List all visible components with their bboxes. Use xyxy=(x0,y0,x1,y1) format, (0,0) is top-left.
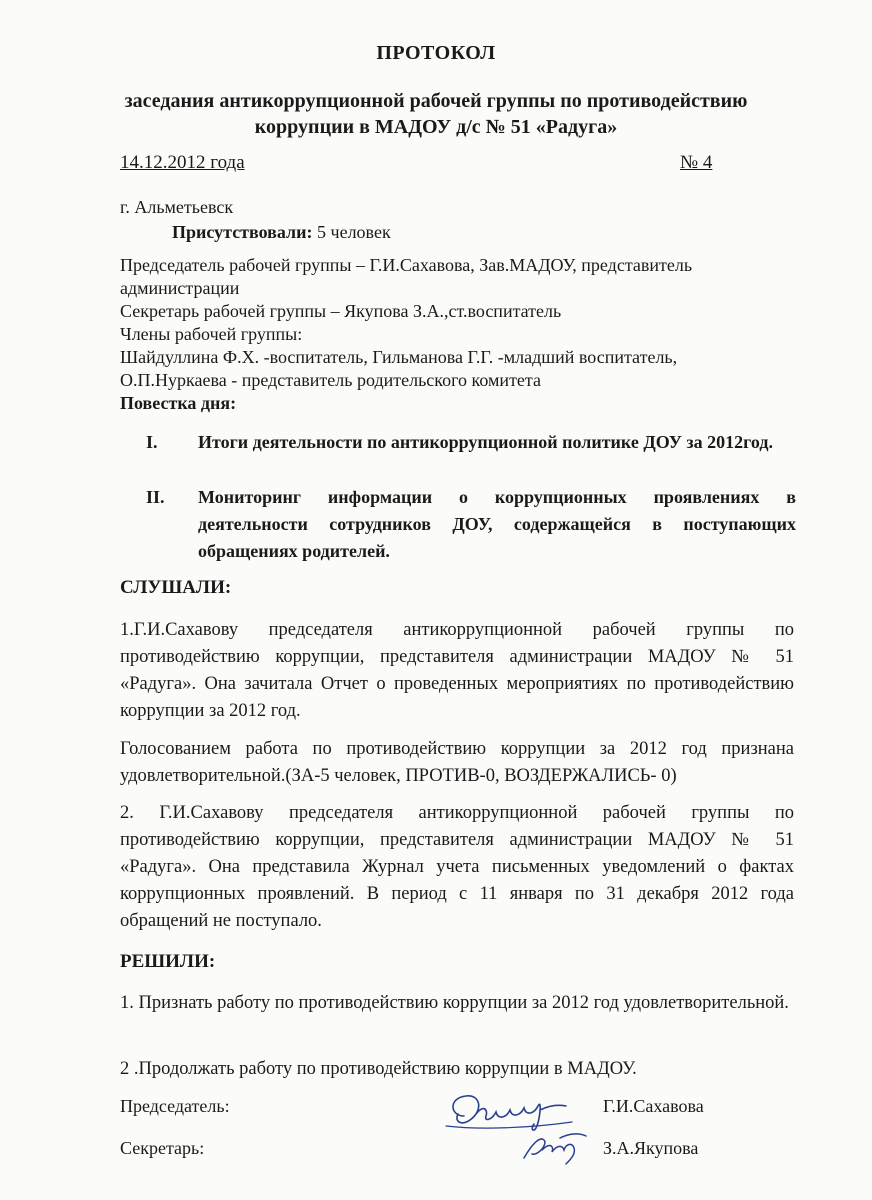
members-line-1: Шайдуллина Ф.Х. -воспитатель, Гильманова Г.Г. -младший воспитатель, xyxy=(120,347,678,367)
secretary-signature-icon xyxy=(520,1128,590,1170)
member-secretary: Секретарь рабочей группы – Якупова З.А.,ст.воспитатель xyxy=(120,301,562,321)
chair-name: Г.И.Сахавова xyxy=(603,1096,704,1116)
decision-1: 1. Признать работу по противодействию коррупции за 2012 год удовлетворительной. xyxy=(120,993,789,1013)
agenda-heading: Повестка дня: xyxy=(120,393,237,413)
listened-paragraph-2: 2. Г.И.Сахавову председателя антикоррупционной рабочей группы по противодействию коррупции, представителя администрации МАДОУ № 51 «Радуга». Она представила Журнал учета письменных уведомлений о фактах коррупционных проявлений. В период с 11 января по 31 декабря 2012 года обращений не поступало. xyxy=(120,803,794,931)
agenda-numeral: II. xyxy=(146,487,165,507)
secretary-role: Секретарь: xyxy=(120,1138,205,1158)
attendance-label: Присутствовали: xyxy=(172,222,313,242)
members-line-2: О.П.Нуркаева - представитель родительского комитета xyxy=(120,370,541,390)
attendance-value: 5 человек xyxy=(312,222,391,242)
members-list xyxy=(120,254,800,392)
agenda-text: Мониторинг информации о коррупционных проявлениях в деятельности сотрудников ДОУ, содержащейся в поступающих обращениях родителей. xyxy=(198,487,796,561)
protocol-date: 14.12.2012 года xyxy=(120,152,245,173)
agenda-text: Итоги деятельности по антикоррупционной политике ДОУ за 2012год. xyxy=(198,432,773,452)
subtitle-line-1: заседания антикоррупционной рабочей группы по противодействию xyxy=(124,90,748,112)
subtitle-line-2: коррупции в МАДОУ д/с № 51 «Радуга» xyxy=(254,116,618,138)
protocol-number: № 4 xyxy=(680,152,713,173)
secretary-name: З.А.Якупова xyxy=(603,1138,699,1158)
chair-role: Председатель: xyxy=(120,1096,230,1116)
agenda-item xyxy=(146,429,796,456)
city: г. Альметьевск xyxy=(120,197,234,217)
listened-heading: СЛУШАЛИ: xyxy=(120,577,232,598)
document-title: ПРОТОКОЛ xyxy=(376,42,496,64)
decision-2: 2 .Продолжать работу по противодействию коррупции в МАДОУ. xyxy=(120,1059,637,1079)
listened-paragraph-1: 1.Г.И.Сахавову председателя антикоррупционной рабочей группы по противодействию коррупции, представителя администрации МАДОУ № 51 «Радуга». Она зачитала Отчет о проведенных мероприятиях по противодействию коррупции за 2012 год. xyxy=(120,620,794,721)
agenda-item xyxy=(146,484,796,565)
members-heading: Члены рабочей группы: xyxy=(120,324,303,344)
vote-paragraph: Голосованием работа по противодействию коррупции за 2012 год признана удовлетворительной.(ЗА-5 человек, ПРОТИВ-0, ВОЗДЕРЖАЛИСЬ- 0) xyxy=(120,739,794,786)
agenda-numeral: I. xyxy=(146,432,158,452)
document-subtitle xyxy=(80,88,792,140)
attendance xyxy=(172,222,391,243)
decided-heading: РЕШИЛИ: xyxy=(120,951,216,972)
member-chair: Председатель рабочей группы – Г.И.Сахавова, Зав.МАДОУ, представитель администрации xyxy=(120,255,693,298)
